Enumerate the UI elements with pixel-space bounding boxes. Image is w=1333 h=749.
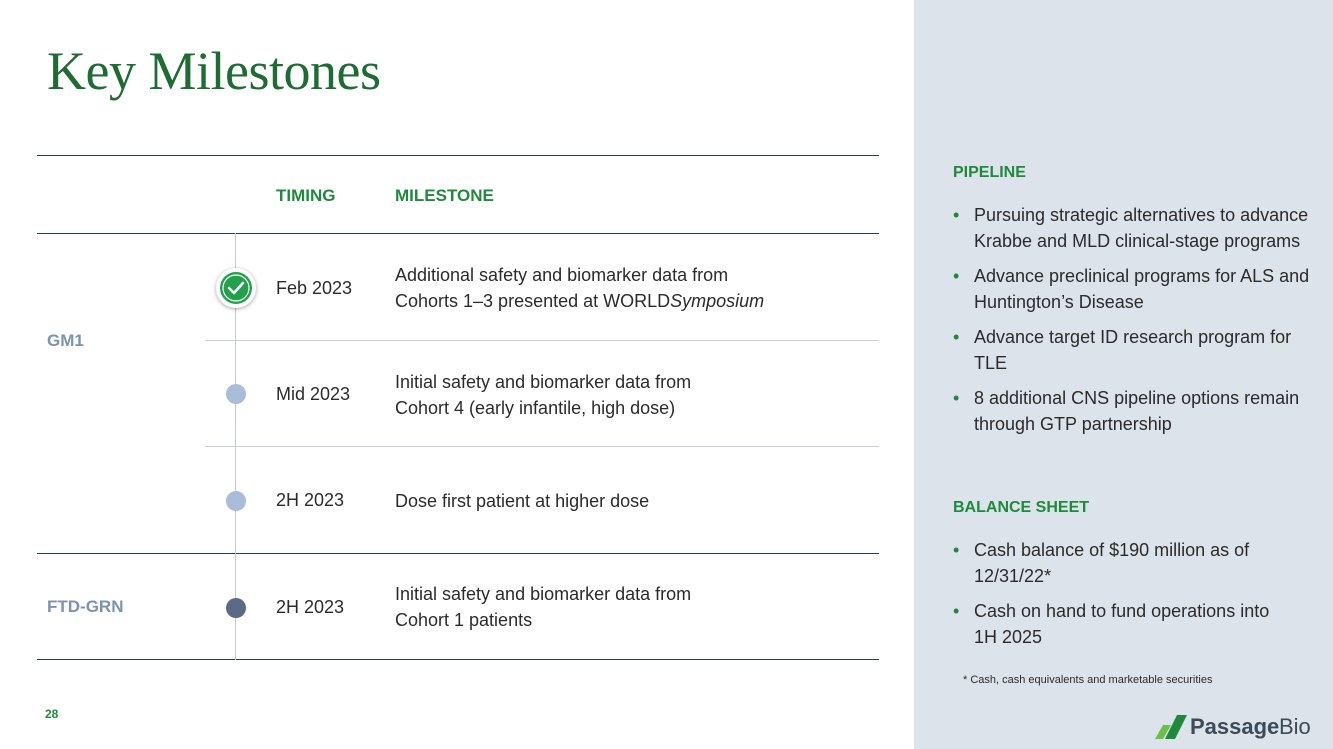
pipeline-list — [953, 202, 1323, 437]
upcoming-milestone-dot — [226, 598, 246, 618]
passage-bio-logo — [1155, 711, 1325, 743]
timing-cell: Mid 2023 — [276, 384, 351, 404]
table-header-rule — [37, 233, 879, 234]
list-item: • Cash balance of $190 million as of 12/31/22* — [953, 537, 1294, 589]
milestone-header: MILESTONE — [395, 186, 494, 205]
logo-mark-icon — [1155, 715, 1187, 739]
page-title: Key Milestones — [47, 41, 381, 101]
table-bottom-rule — [37, 659, 879, 660]
milestone-text: Cohorts 1–3 presented at WORLDSymposium — [395, 291, 765, 311]
milestone-text: Initial safety and biomarker data from — [395, 372, 692, 392]
timing-header: TIMING — [276, 186, 336, 205]
logo-text-bio: Bio — [1279, 714, 1311, 739]
list-item: • Pursuing strategic alternatives to advance Krabbe and MLD clinical-stage programs — [953, 202, 1323, 254]
footnote: * Cash, cash equivalents and marketable securities — [963, 674, 1213, 686]
milestone-cell — [395, 262, 764, 314]
balance-list — [953, 537, 1323, 650]
logo-text-passage: Passage — [1190, 714, 1280, 739]
list-item: • 8 additional CNS pipeline options remain through GTP partnership — [953, 385, 1323, 437]
summary-sidebar — [914, 0, 1333, 749]
completed-check-icon — [216, 268, 256, 308]
timing-cell: 2H 2023 — [276, 597, 345, 617]
timing-cell: Feb 2023 — [276, 278, 353, 298]
program-divider — [37, 553, 879, 554]
upcoming-milestone-dot — [226, 384, 246, 404]
milestone-text: Initial safety and biomarker data from — [395, 584, 692, 604]
list-item: • Advance target ID research program for TLE — [953, 324, 1323, 376]
list-item: • Cash on hand to fund operations into 1H 2025 — [953, 598, 1294, 650]
list-item: • Advance preclinical programs for ALS and Huntington’s Disease — [953, 263, 1323, 315]
timing-cell: 2H 2023 — [276, 490, 345, 510]
row-divider — [205, 340, 879, 341]
milestone-cell — [395, 369, 691, 421]
milestone-text: Cohort 4 (early infantile, high dose) — [395, 398, 676, 418]
milestone-cell: Dose first patient at higher dose — [395, 491, 650, 511]
program-label-ftd-grn: FTD-GRN — [47, 597, 124, 616]
pipeline-header: PIPELINE — [953, 164, 1026, 181]
table-top-rule — [37, 155, 879, 156]
row-divider — [205, 446, 879, 447]
milestone-text: Additional safety and biomarker data from — [395, 265, 729, 285]
upcoming-milestone-dot — [226, 491, 246, 511]
milestone-text: Cohort 1 patients — [395, 610, 533, 630]
program-label-gm1: GM1 — [47, 331, 84, 350]
balance-sheet-header: BALANCE SHEET — [953, 499, 1090, 516]
page-number: 28 — [45, 707, 59, 721]
milestone-cell — [395, 581, 691, 633]
